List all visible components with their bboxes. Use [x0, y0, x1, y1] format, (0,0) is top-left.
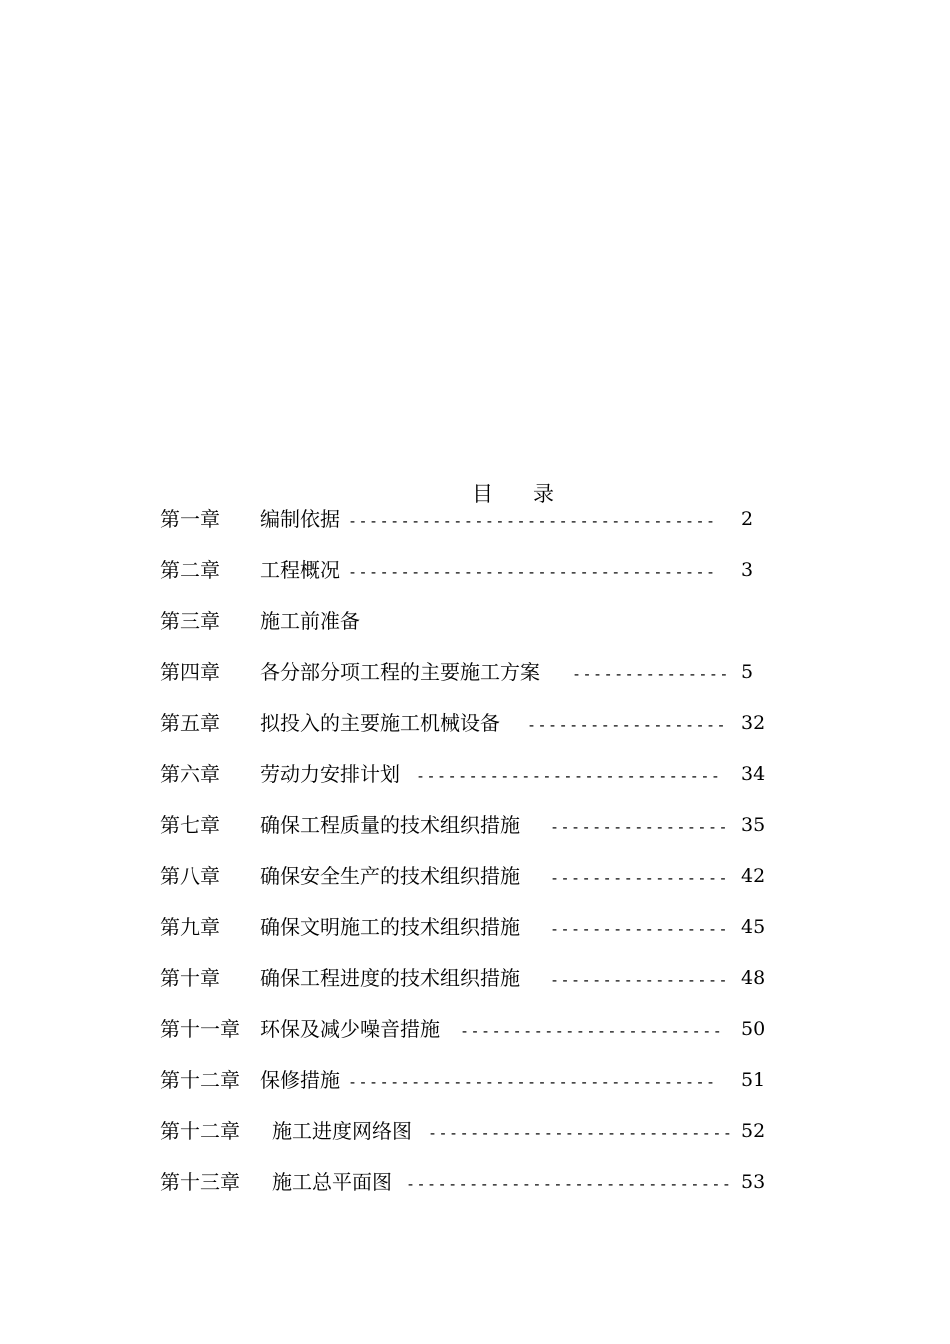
toc-chapter: 第二章	[160, 558, 220, 582]
toc-entry-8[interactable]	[160, 862, 770, 913]
toc-entry-6[interactable]	[160, 760, 770, 811]
toc-leader: ---------------	[572, 665, 730, 683]
toc-entry-title: 确保工程质量的技术组织措施	[260, 813, 520, 837]
toc-chapter: 第十一章	[160, 1017, 240, 1041]
toc-list	[160, 505, 770, 1219]
toc-entry-title: 确保文明施工的技术组织措施	[260, 915, 520, 939]
toc-chapter: 第七章	[160, 813, 220, 837]
toc-page-number: 2	[741, 508, 754, 530]
toc-entry-1[interactable]	[160, 505, 770, 556]
toc-page-number: 52	[741, 1120, 766, 1142]
toc-leader: -------------------	[527, 716, 728, 734]
toc-leader: -----------------------------------	[348, 512, 717, 530]
toc-entry-title: 环保及减少噪音措施	[260, 1017, 440, 1041]
toc-entry-title: 各分部分项工程的主要施工方案	[260, 660, 540, 684]
toc-page-number: 50	[741, 1018, 766, 1040]
toc-title: 目录	[472, 482, 594, 506]
toc-chapter: 第六章	[160, 762, 220, 786]
toc-chapter: 第一章	[160, 507, 220, 531]
toc-entry-10[interactable]	[160, 964, 770, 1015]
toc-page-number: 48	[741, 967, 766, 989]
toc-entry-title: 施工进度网络图	[272, 1119, 412, 1143]
toc-page-number: 32	[741, 712, 766, 734]
toc-chapter: 第十三章	[160, 1170, 240, 1194]
toc-chapter: 第五章	[160, 711, 220, 735]
toc-leader: -----------------------------	[416, 767, 722, 785]
toc-chapter: 第十二章	[160, 1119, 240, 1143]
toc-entry-14[interactable]	[160, 1168, 770, 1219]
toc-page-number: 53	[741, 1171, 766, 1193]
toc-leader: -----------------------------	[428, 1124, 734, 1142]
toc-entry-title: 施工总平面图	[272, 1170, 392, 1194]
toc-entry-9[interactable]	[160, 913, 770, 964]
toc-leader: -----------------------------------	[348, 563, 717, 581]
toc-page-number: 34	[741, 763, 766, 785]
toc-entry-7[interactable]	[160, 811, 770, 862]
toc-leader: -----------------	[550, 869, 730, 887]
toc-entry-title: 拟投入的主要施工机械设备	[260, 711, 500, 735]
toc-chapter: 第三章	[160, 609, 220, 633]
toc-leader: -----------------	[550, 971, 730, 989]
toc-entry-title: 确保安全生产的技术组织措施	[260, 864, 520, 888]
toc-page-number: 5	[741, 661, 754, 683]
toc-leader: -----------------------------------	[348, 1073, 717, 1091]
toc-page-number: 45	[741, 916, 766, 938]
toc-page-number: 51	[741, 1069, 766, 1091]
toc-entry-title: 劳动力安排计划	[260, 762, 400, 786]
toc-chapter: 第九章	[160, 915, 220, 939]
toc-entry-13[interactable]	[160, 1117, 770, 1168]
toc-entry-title: 保修措施	[260, 1068, 340, 1092]
toc-entry-title: 确保工程进度的技术组织措施	[260, 966, 520, 990]
toc-entry-5[interactable]	[160, 709, 770, 760]
toc-entry-3[interactable]	[160, 607, 770, 658]
toc-leader: -------------------------	[460, 1022, 724, 1040]
toc-entry-4[interactable]	[160, 658, 770, 709]
toc-entry-title: 编制依据	[260, 507, 340, 531]
toc-entry-title: 工程概况	[260, 558, 340, 582]
toc-leader: -----------------	[550, 818, 730, 836]
toc-page-number: 3	[741, 559, 754, 581]
toc-chapter: 第十章	[160, 966, 220, 990]
toc-chapter: 第八章	[160, 864, 220, 888]
toc-entry-12[interactable]	[160, 1066, 770, 1117]
toc-leader: -----------------	[550, 920, 730, 938]
toc-entry-2[interactable]	[160, 556, 770, 607]
toc-chapter: 第四章	[160, 660, 220, 684]
toc-leader: -------------------------------	[406, 1175, 733, 1193]
toc-entry-title: 施工前准备	[260, 609, 360, 633]
toc-page-number: 35	[741, 814, 766, 836]
toc-page-number: 42	[741, 865, 766, 887]
toc-chapter: 第十二章	[160, 1068, 240, 1092]
toc-entry-11[interactable]	[160, 1015, 770, 1066]
